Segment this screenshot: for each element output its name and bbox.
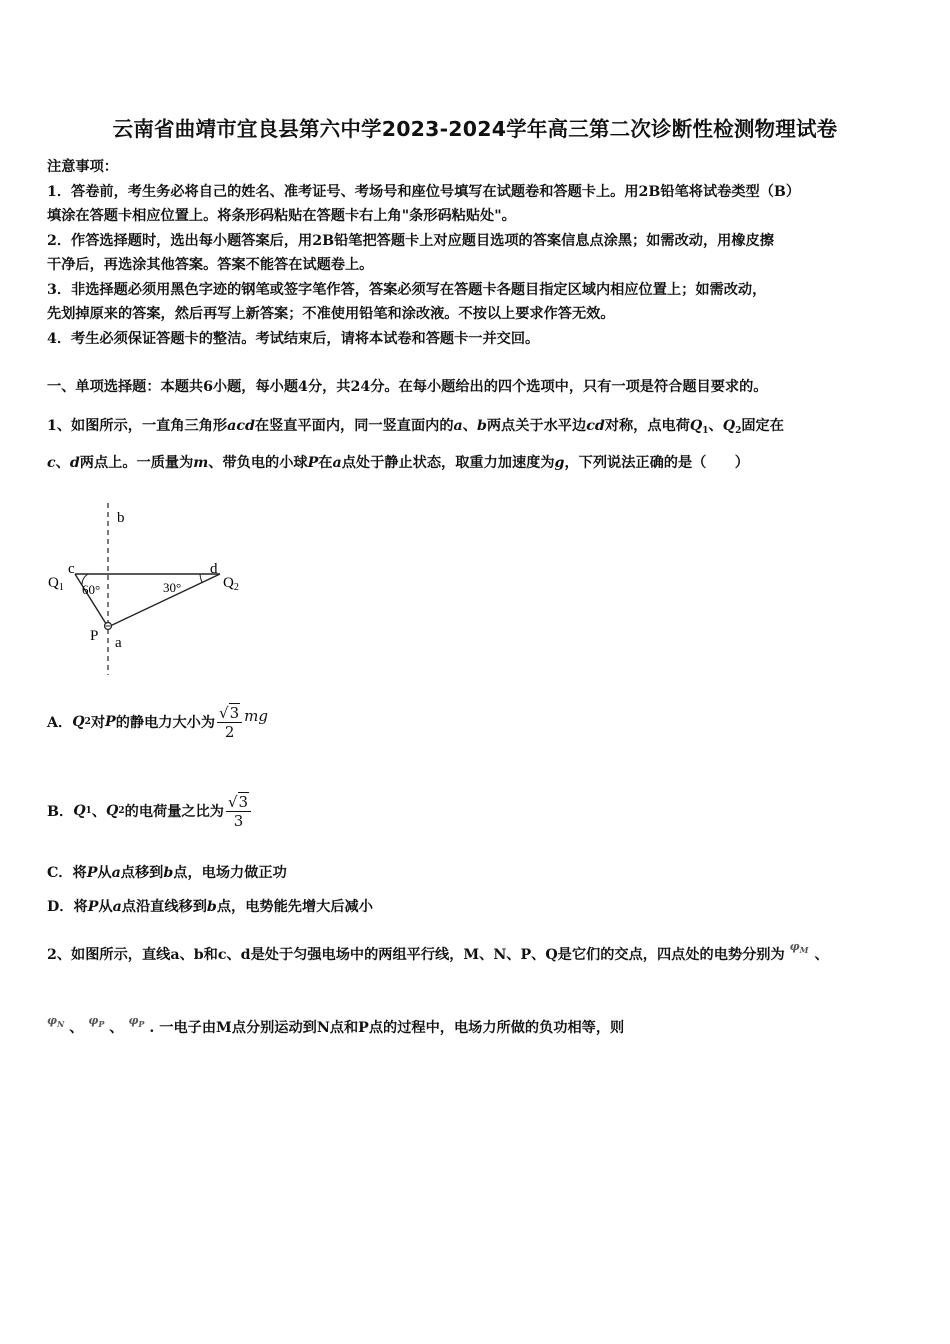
label-q2: $Q_2$ xyxy=(223,575,239,593)
phi-m: φM xyxy=(789,940,809,956)
question-1-line-2: c、d两点上。一质量为m、带负电的小球P在a点处于静止状态，取重力加速度为g，下列说法正确的是（ ） xyxy=(47,455,749,471)
question-1-line-1: 1、如图所示，一直角三角形acd在竖直平面内，同一竖直面内的a、b两点关于水平边cd对称，点电荷$Q_1$、$Q_2$固定在 xyxy=(47,418,784,436)
option-c[interactable]: C．将P从a点移到b点，电场力做正功 xyxy=(47,865,287,881)
notice-line: 2．作答选择题时，选出每小题答案后，用2B铅笔把答题卡上对应题目选项的答案信息点涂黑；如需改动，用橡皮擦 xyxy=(47,233,774,249)
label-d: d xyxy=(210,561,218,577)
angle-arc-30 xyxy=(200,574,202,582)
notice-line: 干净后，再选涂其他答案。答案不能答在试题卷上。 xyxy=(47,257,374,273)
fraction: $\frac{√3}{3}$ xyxy=(226,793,251,830)
label-q1: $Q_1$ xyxy=(48,575,64,593)
notice-line: 4．考生必须保证答题卡的整洁。考试结束后，请将本试卷和答题卡一并交回。 xyxy=(47,331,540,347)
notice-line: 填涂在答题卡相应位置上。将条形码粘贴在答题卡右上角"条形码粘贴处"。 xyxy=(47,208,516,224)
question-2-line-1: 2、如图所示，直线a、b和c、d是处于匀强电场中的两组平行线，M、N、P、Q是它们的交点，四点处的电势分别为 $^{\varphi_M}$ 、 xyxy=(47,940,829,963)
fraction: $\frac{√3}{2}$ xyxy=(217,704,242,741)
label-a: a xyxy=(115,635,122,651)
notice-line: 3．非选择题必须用黑色字迹的钢笔或签字笔作答，答案必须写在答题卡各题目指定区域内相应位置上；如需改动， xyxy=(47,282,767,298)
question-2-line-2: $^{\varphi_N}$ 、 $^{\varphi_P}$ 、 $^{\varphi_P}$ . 一电子由M点分别运动到N点和P点的过程中，电场力所做的负功相等，则 xyxy=(47,1014,625,1036)
notice-line: 1．答卷前，考生务必将自己的姓名、准考证号、考场号和座位号填写在试题卷和答题卡上。用2B铅笔将试卷类型（B） xyxy=(47,184,801,200)
option-b[interactable]: B． Q 1 、 Q 2 的电荷量之比为 $\frac{√3}{3}$ xyxy=(47,784,253,838)
label-angle-60: 60° xyxy=(82,582,101,597)
page-title: 云南省曲靖市宜良县第六中学2023-2024学年高三第二次诊断性检测物理试卷 xyxy=(112,117,838,141)
notice-line: 先划掉原来的答案，然后再写上新答案；不准使用铅笔和涂改液。不按以上要求作答无效。 xyxy=(47,306,615,322)
option-d[interactable]: D．将P从a点沿直线移到b点，电势能先增大后减小 xyxy=(47,899,373,915)
phi-n: φN xyxy=(47,1014,65,1030)
label-angle-30: 30° xyxy=(163,580,182,595)
notice-heading: 注意事项： xyxy=(47,159,118,175)
triangle-figure xyxy=(40,495,260,680)
option-a[interactable]: A． Q 2 对 P 的静电力大小为 $\frac{√3}{2}$ mg xyxy=(47,703,268,741)
section-heading: 一、单项选择题：本题共6小题，每小题4分，共24分。在每小题给出的四个选项中，只有一项是符合题目要求的。 xyxy=(47,379,768,395)
label-c: c xyxy=(68,561,75,577)
label-p: P xyxy=(90,628,99,644)
phi-p: φP xyxy=(128,1014,145,1030)
label-b: b xyxy=(117,510,125,526)
phi-p: φP xyxy=(88,1014,105,1030)
